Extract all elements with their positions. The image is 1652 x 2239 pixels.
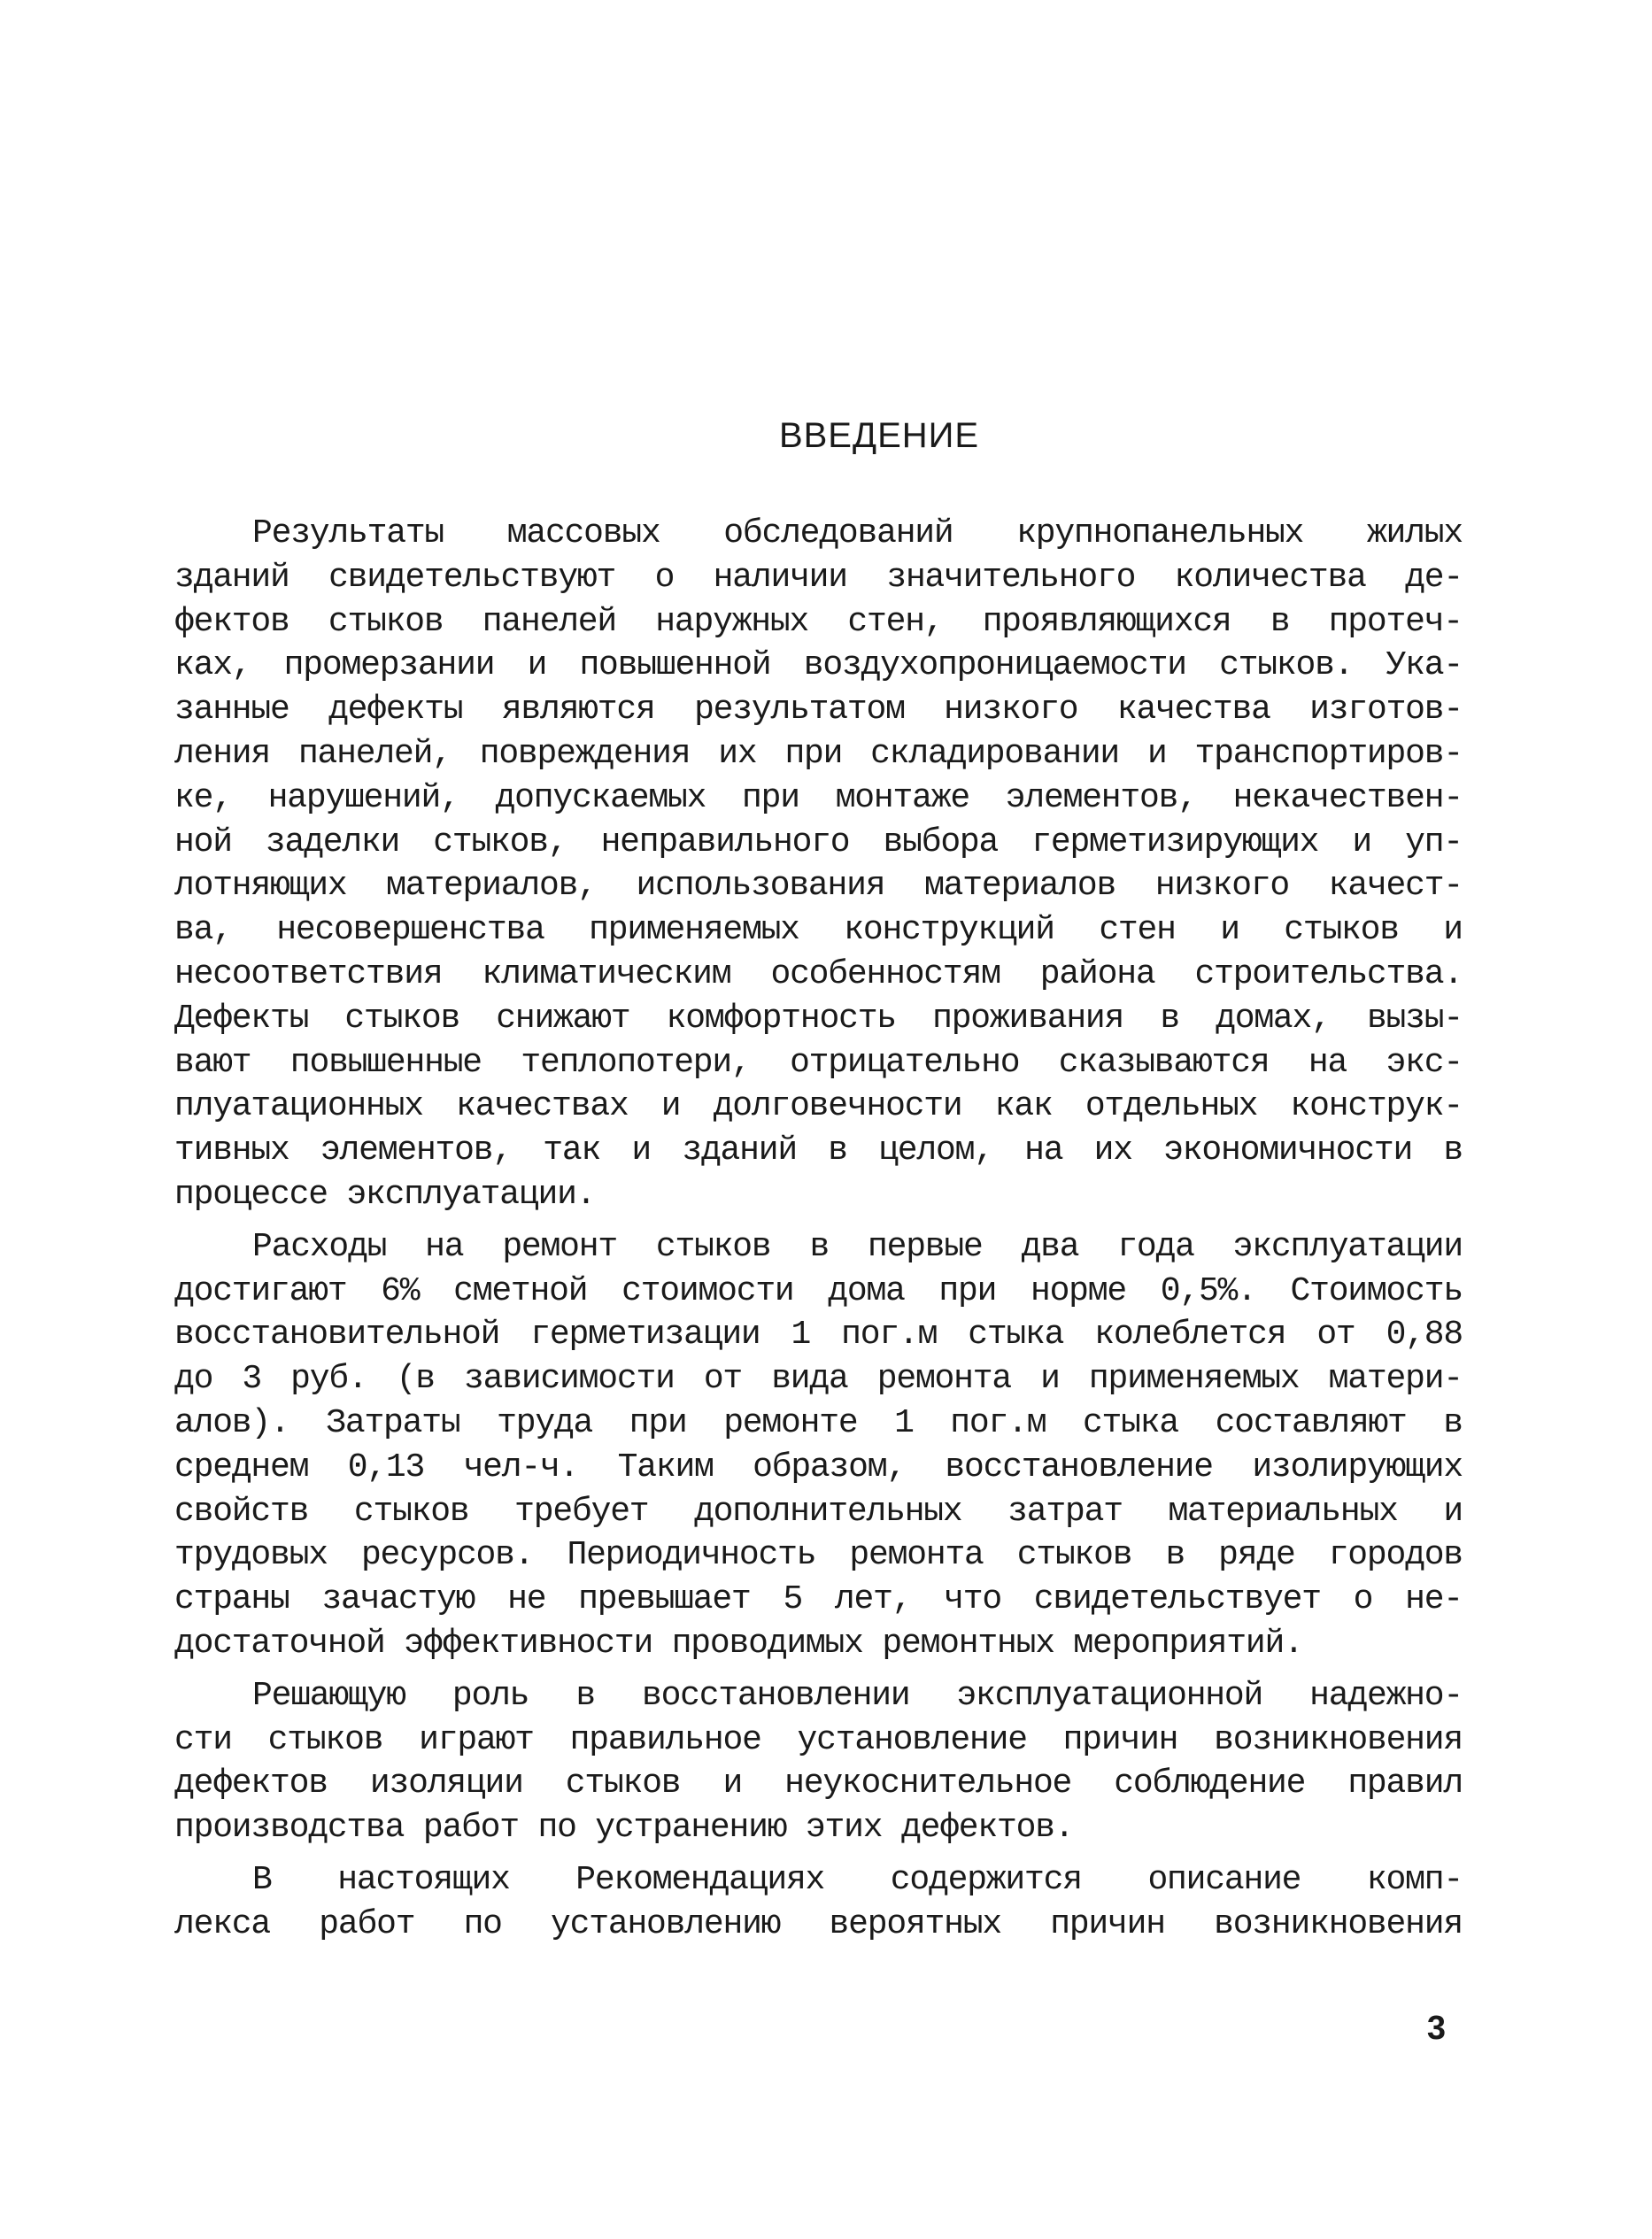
text-line: лотняющих материалов, использования материалов низкого качест-: [174, 867, 1463, 906]
text-line: достаточной эффективности проводимых ремонтных мероприятий.: [174, 1624, 1303, 1663]
text-line: страны зачастую не превышает 5 лет, что свидетельствует о не-: [174, 1580, 1463, 1619]
text-line: лекса работ по установлению вероятных причин возникновения: [174, 1904, 1463, 1943]
text-line: алов). Затраты труда при ремонте 1 пог.м стыка составляют в: [174, 1403, 1463, 1442]
text-line: восстановительной герметизации 1 пог.м стыка колеблется от 0,88: [174, 1316, 1463, 1355]
text-line: фектов стыков панелей наружных стен, проявляющихся в протеч-: [174, 602, 1463, 641]
paragraph: [174, 1858, 1463, 1947]
text-line: плуатационных качествах и долговечности как отдельных конструк-: [174, 1087, 1463, 1126]
text-line: Результаты массовых обследований крупнопанельных жилых: [252, 514, 1463, 552]
section-heading: ВВЕДЕНИЕ: [778, 416, 980, 455]
text-line: достигают 6% сметной стоимости дома при норме 0,5%. Стоимость: [174, 1271, 1463, 1310]
text-line: ной заделки стыков, неправильного выбора герметизирующих и уп-: [174, 822, 1463, 861]
text-line: свойств стыков требует дополнительных затрат материальных и: [174, 1492, 1463, 1531]
text-line: ках, промерзании и повышенной воздухопроницаемости стыков. Ука-: [174, 646, 1463, 685]
paragraph: [174, 1674, 1463, 1850]
text-line: трудовых ресурсов. Периодичность ремонта стыков в ряде городов: [174, 1536, 1463, 1575]
text-line: Решающую роль в восстановлении эксплуатационной надежно-: [252, 1676, 1463, 1715]
text-line: дефектов изоляции стыков и неукоснительное соблюдение правил: [174, 1764, 1463, 1803]
body-text: [174, 512, 1463, 1947]
text-line: Расходы на ремонт стыков в первые два года эксплуатации: [252, 1227, 1463, 1266]
text-line: зданий свидетельствуют о наличии значительного количества де-: [174, 558, 1463, 597]
text-line: В настоящих Рекомендациях содержится описание комп-: [252, 1860, 1463, 1899]
page-number: 3: [1426, 2010, 1446, 2047]
text-line: ления панелей, повреждения их при складировании и транспортиров-: [174, 734, 1463, 773]
text-line: сти стыков играют правильное установление причин возникновения: [174, 1720, 1463, 1759]
text-line: занные дефекты являются результатом низкого качества изготов-: [174, 691, 1463, 730]
paragraph: [174, 1225, 1463, 1666]
text-line: тивных элементов, так и зданий в целом, на их экономичности в: [174, 1131, 1463, 1170]
paragraph: [174, 512, 1463, 1217]
text-line: ва, несовершенства применяемых конструкций стен и стыков и: [174, 911, 1463, 950]
text-line: производства работ по устранению этих дефектов.: [174, 1809, 1074, 1848]
text-line: ке, нарушений, допускаемых при монтаже элементов, некачествен-: [174, 778, 1463, 817]
text-line: до 3 руб. (в зависимости от вида ремонта и применяемых матери-: [174, 1360, 1463, 1399]
text-line: Дефекты стыков снижают комфортность проживания в домах, вызы-: [174, 999, 1463, 1038]
text-line: процессе эксплуатации.: [174, 1175, 596, 1214]
text-line: несоответствия климатическим особенностям района строительства.: [174, 954, 1463, 993]
text-line: среднем 0,13 чел-ч. Таким образом, восстановление изолирующих: [174, 1448, 1463, 1486]
text-line: вают повышенные теплопотери, отрицательно сказываются на экс-: [174, 1043, 1463, 1082]
